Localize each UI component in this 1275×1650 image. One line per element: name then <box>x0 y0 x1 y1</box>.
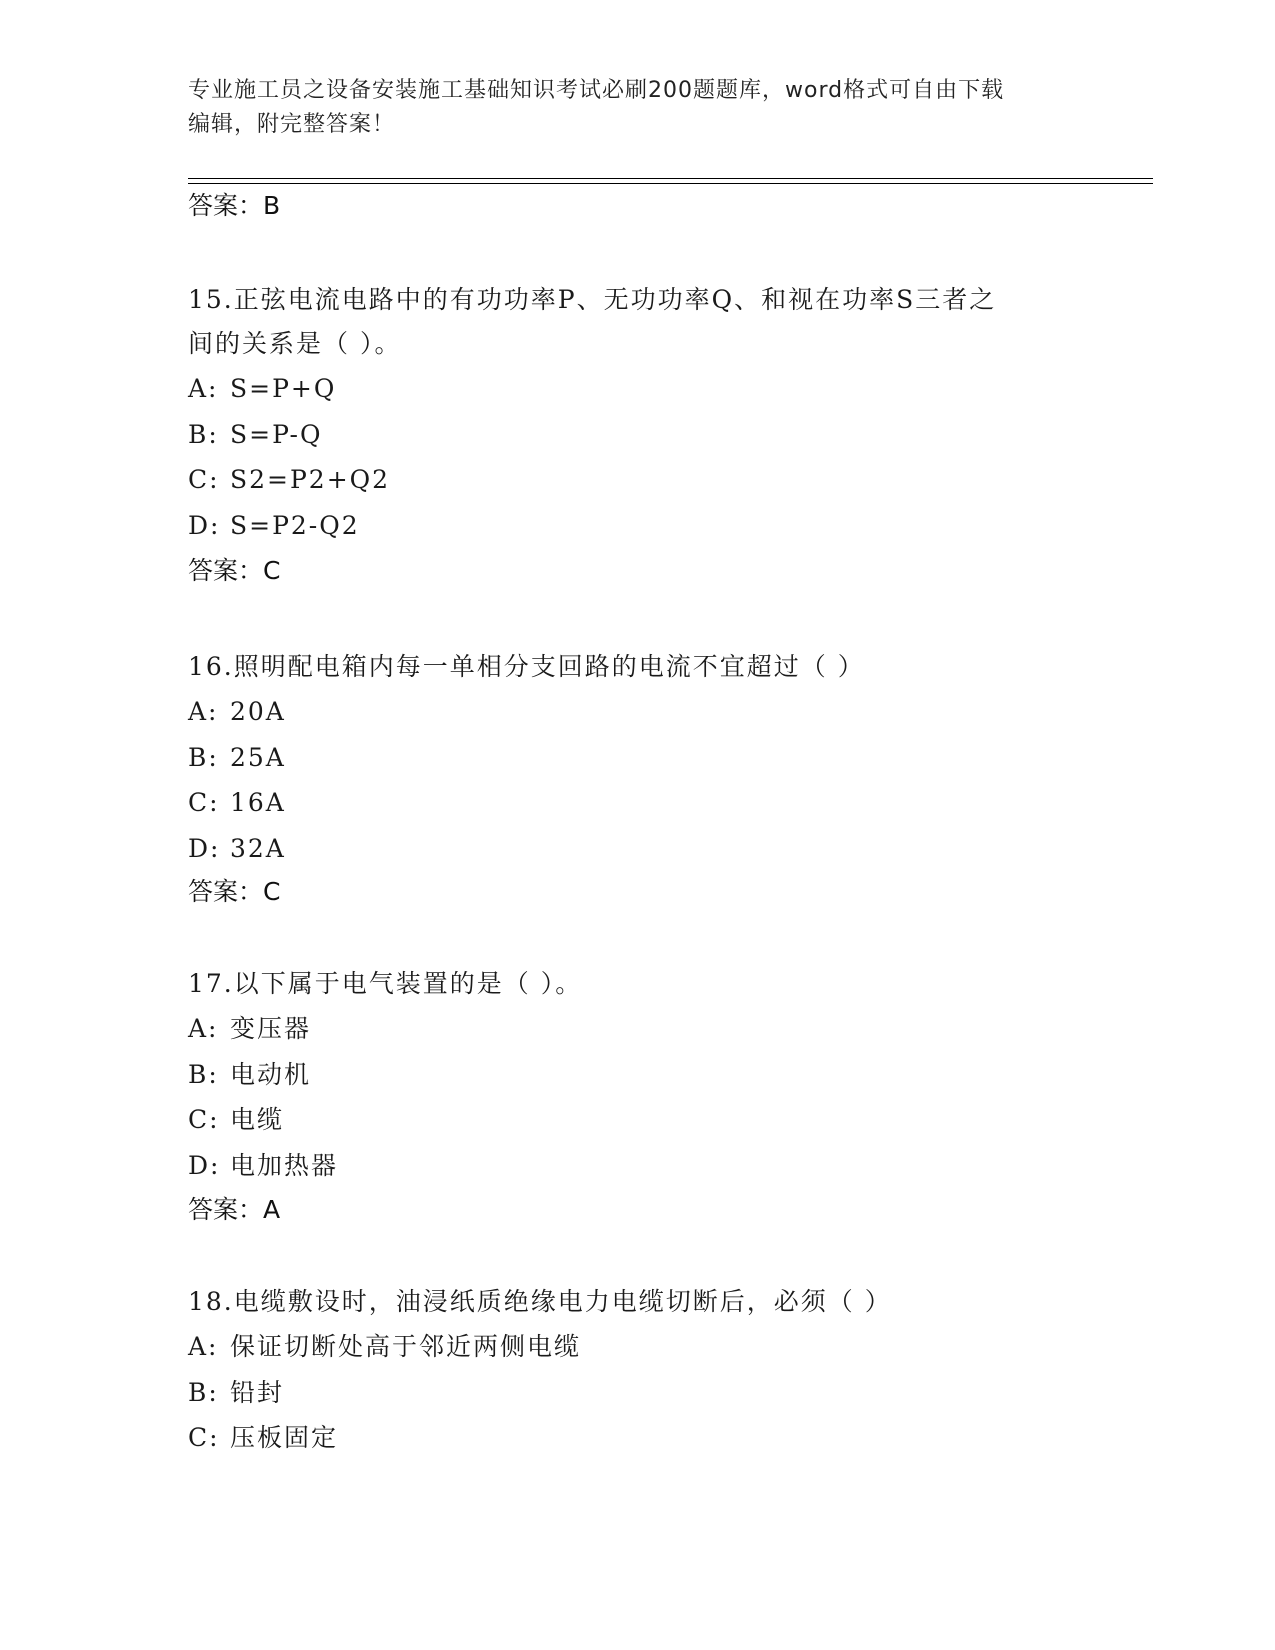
question-15-option-a <box>188 366 1088 412</box>
document-header <box>188 74 1088 142</box>
question-15-stem-line-2: 间的关系是（ ）。 <box>188 329 402 358</box>
option-key: A: <box>188 1014 219 1043</box>
question-16-answer: 答案：C <box>188 877 281 906</box>
option-key: A: <box>188 1332 219 1361</box>
question-17-option-a <box>188 1006 1088 1052</box>
question-16-stem: 16.照明配电箱内每一单相分支回路的电流不宜超过（ ） <box>188 652 865 681</box>
question-16 <box>188 645 1088 871</box>
option-key: D: <box>188 833 221 863</box>
question-15-option-d <box>188 503 1088 549</box>
header-divider-top <box>188 178 1153 179</box>
option-text: 25A <box>230 742 286 772</box>
question-17-answer: 答案：A <box>188 1195 281 1224</box>
option-key: C: <box>188 465 220 494</box>
question-15-option-b <box>188 412 1088 458</box>
question-15 <box>188 278 1088 548</box>
header-line-1: 专业施工员之设备安装施工基础知识考试必刷200题题库，word格式可自由下载 <box>188 78 1005 103</box>
question-18-option-a <box>188 1324 1088 1370</box>
option-text: S=P-Q <box>230 419 323 449</box>
question-18-stem: 18.电缆敷设时，油浸纸质绝缘电力电缆切断后，必须（ ） <box>188 1287 892 1316</box>
option-key: D: <box>188 1150 221 1180</box>
option-text: 32A <box>230 833 286 863</box>
question-17 <box>188 962 1088 1188</box>
question-17-option-c <box>188 1097 1088 1143</box>
option-text: 16A <box>230 788 286 817</box>
question-16-option-a <box>188 689 1088 735</box>
option-text: S=P2-Q2 <box>230 510 360 540</box>
option-text: S=P+Q <box>230 374 337 403</box>
question-18-option-c <box>188 1415 1088 1461</box>
option-text: 电动机 <box>230 1059 312 1089</box>
option-key: B: <box>188 742 219 772</box>
option-text: 压板固定 <box>230 1423 339 1452</box>
option-text: 20A <box>230 697 286 726</box>
question-17-option-b <box>188 1052 1088 1098</box>
option-key: C: <box>188 788 220 817</box>
option-key: A: <box>188 697 219 726</box>
option-text: 电缆 <box>230 1105 285 1134</box>
option-text: 变压器 <box>230 1014 312 1043</box>
option-key: A: <box>188 374 219 403</box>
question-17-stem: 17.以下属于电气装置的是（ ）。 <box>188 969 583 998</box>
option-key: D: <box>188 510 221 540</box>
answer-previous: 答案：B <box>188 191 281 220</box>
option-text: S2=P2+Q2 <box>230 465 391 494</box>
header-divider-bottom <box>188 183 1153 184</box>
option-text: 保证切断处高于邻近两侧电缆 <box>230 1332 582 1361</box>
option-key: C: <box>188 1105 220 1134</box>
option-text: 铅封 <box>230 1377 285 1407</box>
question-16-option-c <box>188 780 1088 826</box>
option-key: B: <box>188 1377 219 1407</box>
question-16-option-b <box>188 735 1088 781</box>
option-text: 电加热器 <box>230 1150 339 1180</box>
header-line-2: 编辑，附完整答案！ <box>188 112 396 137</box>
question-15-answer: 答案：C <box>188 556 281 585</box>
question-15-stem-line-1: 15.正弦电流电路中的有功功率P、无功功率Q、和视在功率S三者之 <box>188 285 997 314</box>
question-15-option-c <box>188 457 1088 503</box>
question-17-option-d <box>188 1143 1088 1189</box>
option-key: C: <box>188 1423 220 1452</box>
option-key: B: <box>188 1059 219 1089</box>
question-16-option-d <box>188 826 1088 872</box>
question-18 <box>188 1280 1088 1461</box>
option-key: B: <box>188 419 219 449</box>
question-18-option-b <box>188 1370 1088 1416</box>
